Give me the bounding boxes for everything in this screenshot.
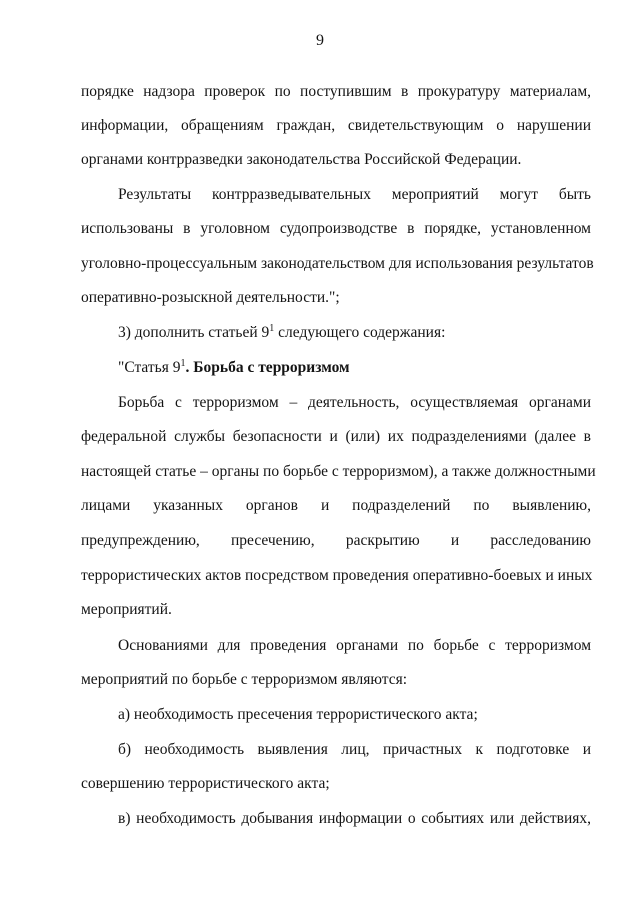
item-text: 3) дополнить статьей 9 xyxy=(118,324,270,341)
text-line: лицами указанных органов и подразделений по выявлению, xyxy=(81,497,591,514)
text-line: террористических актов посредством проведения оперативно-боевых и иных xyxy=(81,567,593,584)
text-line: уголовно-процессуальным законодательством для использования результатов xyxy=(81,255,594,272)
text-line: мероприятий. xyxy=(81,601,172,618)
superscript: 1 xyxy=(180,358,186,369)
text-line: предупреждению, пресечению, раскрытию и расследованию xyxy=(81,532,591,549)
page-number: 9 xyxy=(316,32,324,49)
list-item-b: б) необходимость выявления лиц, причастных к подготовке и xyxy=(118,741,591,758)
text-line: оперативно-розыскной деятельности."; xyxy=(81,289,340,306)
article-heading xyxy=(118,358,591,378)
list-item-a: а) необходимость пресечения террористического акта; xyxy=(118,706,478,723)
text-line: Основаниями для проведения органами по борьбе с терроризмом xyxy=(118,637,591,654)
amendment-item-3 xyxy=(118,323,591,343)
list-item-c: в) необходимость добывания информации о событиях или действиях, xyxy=(118,810,591,827)
text-line: федеральной службы безопасности и (или) их подразделениями (далее в xyxy=(81,428,591,445)
text-line: Борьба с терроризмом – деятельность, осуществляемая органами xyxy=(118,394,591,411)
text-line: использованы в уголовном судопроизводстве в порядке, установленном xyxy=(81,220,591,237)
text-line: органами контрразведки законодательства Российской Федерации. xyxy=(81,151,522,168)
item-text: следующего содержания: xyxy=(274,324,446,341)
text-line: Результаты контрразведывательных мероприятий могут быть xyxy=(118,186,591,203)
superscript: 1 xyxy=(269,323,275,334)
text-line: настоящей статье – органы по борьбе с терроризмом), а также должностными xyxy=(81,463,596,480)
text-line: мероприятий по борьбе с терроризмом являются: xyxy=(81,671,408,688)
article-title: . Борьба с терроризмом xyxy=(185,359,350,376)
text-line: совершению террористического акта; xyxy=(81,775,330,792)
article-label: "Статья 9 xyxy=(118,359,181,376)
text-line: информации, обращениям граждан, свидетельствующим о нарушении xyxy=(81,117,591,134)
text-line: порядке надзора проверок по поступившим в прокуратуру материалам, xyxy=(81,83,591,100)
